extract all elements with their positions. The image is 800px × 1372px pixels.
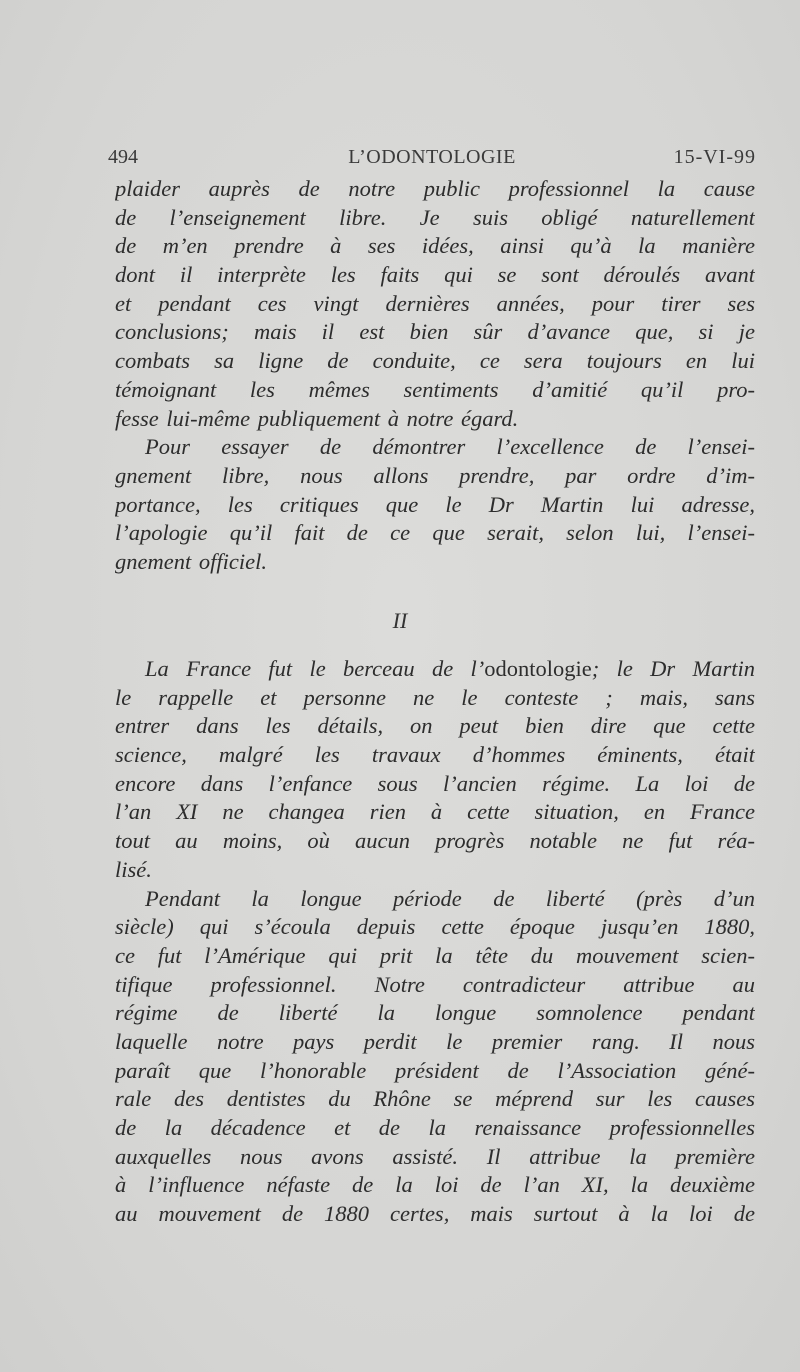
text-line: siècle) qui s’écoula depuis cette époque jusqu’en 1880, [115, 914, 755, 940]
text-line: ce fut l’Amérique qui prit la tête du mouvement scien- [115, 942, 755, 968]
text-line: au mouvement de 1880 certes, mais surtout à la loi de [115, 1201, 755, 1227]
text-line: tifique professionnel. Notre contradicteur attribue au [115, 971, 755, 997]
text-line: lisé. [115, 856, 152, 882]
text-line: gnement officiel. [115, 548, 267, 574]
text-line: plaider auprès de notre public professionnel la cause [115, 176, 755, 201]
section-heading: II [392, 608, 408, 633]
text-line: rale des dentistes du Rhône se méprend sur les causes [115, 1086, 755, 1112]
page-number: 494 [108, 146, 138, 168]
text-line: paraît que l’honorable président de l’Association géné- [115, 1057, 755, 1083]
text-fragment: La France fut le berceau de l’ [145, 656, 485, 681]
text-line: Pour essayer de démontrer l’excellence de l’ensei- [145, 434, 755, 460]
text-line: régime de liberté la longue somnolence pendant [115, 1000, 755, 1026]
text-line: l’an XI ne changea rien à cette situation, en France [115, 799, 755, 825]
text-line: à l’influence néfaste de la loi de l’an XI, la deuxième [115, 1172, 755, 1198]
text-line: science, malgré les travaux d’hommes éminents, était [115, 742, 755, 768]
issue-date: 15-VI-99 [673, 146, 756, 168]
running-title: L’ODONTOLOGIE [348, 146, 516, 168]
text-line: le rappelle et personne ne le conteste ; mais, sans [115, 684, 755, 710]
text-line: entrer dans les détails, on peut bien dire que cette [115, 713, 755, 739]
text-line: témoignant les mêmes sentiments d’amitié qu’il pro- [115, 376, 755, 402]
text-fragment: ; le Dr Martin [591, 656, 755, 681]
text-line: encore dans l’enfance sous l’ancien régime. La loi de [115, 770, 755, 796]
text-line: de l’enseignement libre. Je suis obligé naturellement [115, 204, 755, 230]
text-line: dont il interprète les faits qui se sont déroulés avant [115, 262, 755, 288]
upright-word: odontologie [484, 656, 592, 681]
running-header [108, 146, 756, 174]
text-line: Pendant la longue période de liberté (près d’un [145, 885, 755, 911]
text-line [115, 655, 755, 684]
text-line: de m’en prendre à ses idées, ainsi qu’à la manière [115, 233, 755, 259]
text-line: de la décadence et de la renaissance professionnelles [115, 1115, 755, 1140]
text-line: fesse lui-même publiquement à notre égard. [115, 405, 519, 431]
text-line: combats sa ligne de conduite, ce sera toujours en lui [115, 348, 755, 374]
text-line: l’apologie qu’il fait de ce que serait, selon lui, l’ensei- [115, 520, 755, 546]
text-line: conclusions; mais il est bien sûr d’avance que, si je [115, 319, 755, 345]
text-line: tout au moins, où aucun progrès notable ne fut réa- [115, 828, 755, 854]
text-line: auxquelles nous avons assisté. Il attribue la première [115, 1143, 755, 1169]
text-line: gnement libre, nous allons prendre, par ordre d’im- [115, 462, 755, 488]
text-line: portance, les critiques que le Dr Martin lui adresse, [115, 491, 755, 517]
text-line: et pendant ces vingt dernières années, pour tirer ses [115, 290, 755, 316]
paragraph-block-1 [115, 175, 755, 577]
paragraph-block-2 [115, 655, 755, 1229]
text-line: laquelle notre pays perdit le premier rang. Il nous [115, 1028, 755, 1054]
